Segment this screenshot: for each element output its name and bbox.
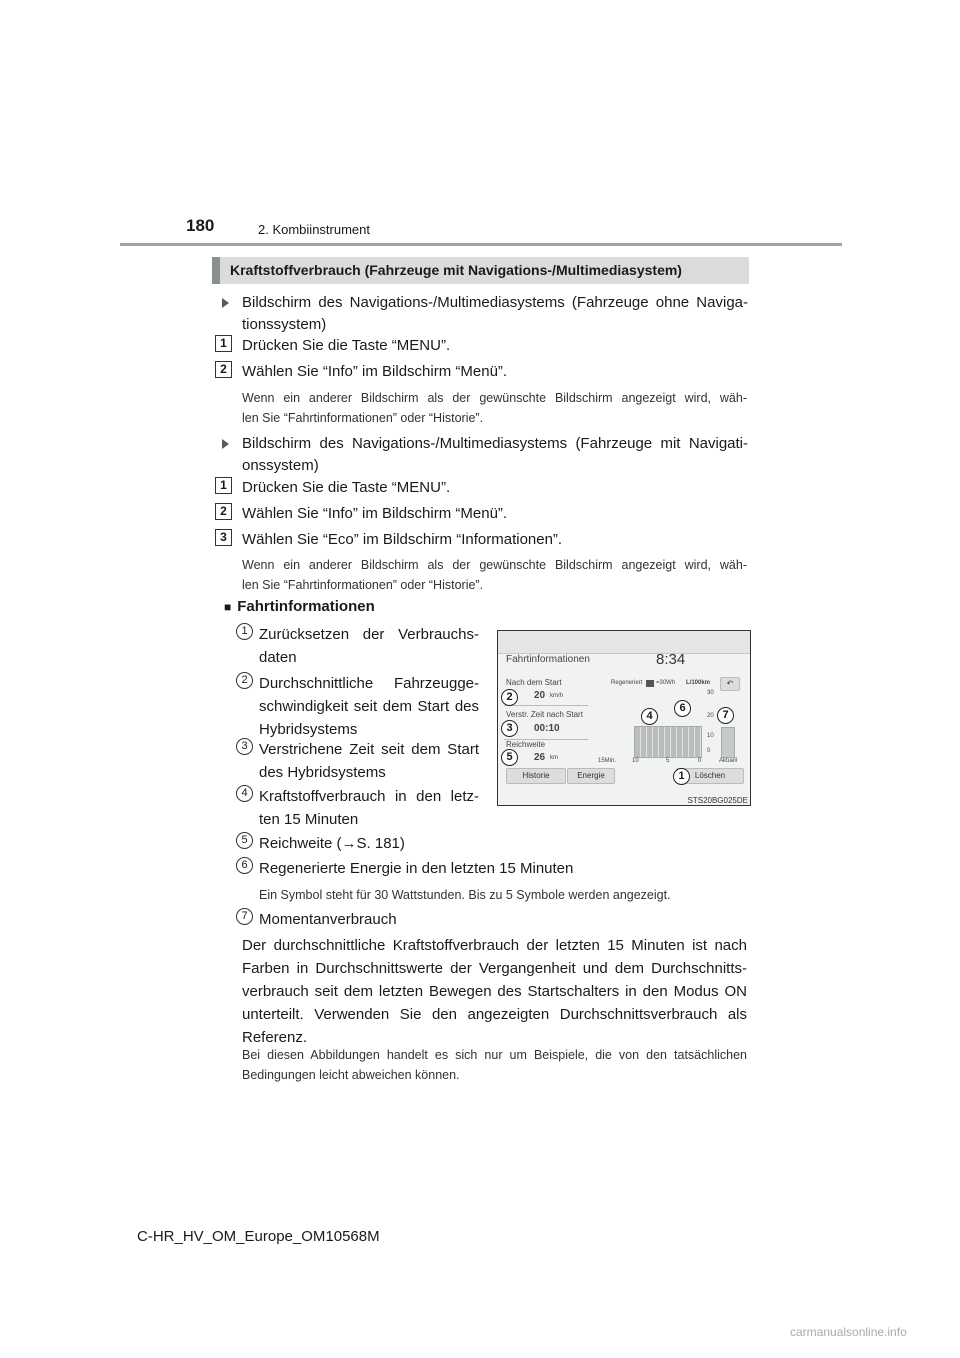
item-line: Zurücksetzen der Verbrauchs- [259, 626, 479, 643]
list-item [259, 672, 479, 741]
x-tick: 10 [632, 758, 639, 764]
step-text: Wählen Sie “Info” im Bildschirm “Menü”. [242, 505, 508, 522]
y-tick: 0 [707, 748, 711, 754]
y-tick: 10 [707, 733, 714, 739]
list-item: Regenerierte Energie in den letzten 15 Minuten [259, 860, 574, 877]
current-consumption-bar [721, 727, 735, 758]
item-number-circle: 5 [236, 832, 253, 849]
figure-caption: STS20BG025DE [687, 796, 748, 805]
para-line: Referenz. [242, 1029, 308, 1046]
page-number: 180 [186, 216, 215, 235]
y-tick: 30 [707, 690, 714, 696]
item-number-circle: 4 [236, 785, 253, 802]
bar-segments [635, 727, 701, 757]
para-line: verbrauch seit dem letzten Bewegen des Startschalters in den Modus ON [242, 983, 747, 1000]
current-label: Aktuell [719, 758, 738, 764]
list-item: Reichweite (→S. 181) [259, 835, 405, 852]
item-line: Durchschnittliche Fahrzeugge- [259, 675, 479, 692]
bullet-item [222, 292, 748, 336]
item-number-circle: 6 [236, 857, 253, 874]
item-line: daten [259, 649, 297, 666]
battery-symbol-icon [646, 680, 654, 687]
subsection-title: Fahrtinformationen [237, 598, 375, 615]
step-text: Drücken Sie die Taste “MENU”. [242, 337, 451, 354]
screen-header [498, 631, 750, 654]
x-tick: 5 [666, 758, 670, 764]
callout-3: 3 [501, 720, 518, 737]
note [242, 555, 747, 595]
elapsed-label: Verstr. Zeit nach Start [506, 710, 583, 719]
speed-value: 20 [534, 690, 546, 701]
step-number-box: 3 [215, 529, 232, 546]
step-text: Wählen Sie “Info” im Bildschirm “Menü”. [242, 363, 508, 380]
screen-clock: 8:34 [656, 651, 686, 668]
list-item [259, 623, 479, 669]
delete-button[interactable]: Löschen [676, 768, 744, 784]
since-start-label: Nach dem Start [506, 678, 562, 687]
step-number-box: 2 [215, 503, 232, 520]
regen-label: Regeneriert [611, 680, 643, 686]
history-button[interactable]: Historie [506, 768, 566, 784]
callout-2: 2 [501, 689, 518, 706]
range-value: 26 [534, 752, 546, 763]
item-line: schwindigkeit seit dem Start des [259, 698, 479, 715]
bullet-line: Bildschirm des Navigations-/Multimediasystems (Fahrzeuge ohne Naviga- [242, 294, 748, 311]
square-marker: ■ [224, 600, 232, 614]
item-number-circle: 3 [236, 738, 253, 755]
note [242, 388, 747, 428]
footer-url: carmanualsonline.info [790, 1325, 907, 1339]
screen-title: Fahrtinformationen [506, 654, 590, 665]
item-line: Hybridsystems [259, 721, 358, 738]
fahrtinformationen-screen-illustration [497, 630, 751, 806]
list-item: Momentanverbrauch [259, 911, 397, 928]
triangle-bullet-icon [222, 439, 229, 449]
item-line: ten 15 Minuten [259, 811, 359, 828]
item-line: des Hybridsystems [259, 764, 386, 781]
header-rule [120, 243, 842, 246]
step-number-box: 2 [215, 361, 232, 378]
callout-7: 7 [717, 707, 734, 724]
regen-value: =30Wh [656, 680, 676, 686]
step-number-box: 1 [215, 335, 232, 352]
chapter-title: 2. Kombiinstrument [258, 222, 370, 237]
item-number-circle: 1 [236, 623, 253, 640]
step-number-box: 1 [215, 477, 232, 494]
range-unit: km [550, 755, 558, 761]
callout-5: 5 [501, 749, 518, 766]
item-line: Kraftstoffverbrauch in den letz- [259, 788, 479, 805]
consumption-unit: L/100km [686, 680, 711, 686]
triangle-bullet-icon [222, 298, 229, 308]
energy-button[interactable]: Energie [567, 768, 615, 784]
disclaimer [242, 1045, 747, 1085]
item-number-circle: 7 [236, 908, 253, 925]
callout-4: 4 [641, 708, 658, 725]
elapsed-value: 00:10 [534, 723, 560, 734]
list-item [259, 738, 479, 784]
list-item [259, 785, 479, 831]
item-number-circle: 2 [236, 672, 253, 689]
section-heading-text: Kraftstoffverbrauch (Fahrzeuge mit Navigations-/Multimediasystem) [230, 262, 682, 278]
step-text: Wählen Sie “Eco” im Bildschirm “Informationen”. [242, 531, 563, 548]
bullet-line: tionssystem) [242, 316, 327, 333]
item-line: Verstrichene Zeit seit dem Start [259, 741, 479, 758]
disclaimer-line: Bei diesen Abbildungen handelt es sich nur um Beispiele, die von den tatsächlichen [242, 1048, 747, 1062]
callout-6: 6 [674, 700, 691, 717]
para-line: unterteilt. Verwenden Sie den angezeigten Durchschnittsverbrauch als [242, 1006, 747, 1023]
step-text: Drücken Sie die Taste “MENU”. [242, 479, 451, 496]
disclaimer-line: Bedingungen leicht abweichen können. [242, 1068, 460, 1082]
consumption-bars [634, 726, 702, 758]
note-line: Wenn ein anderer Bildschirm als der gewünschte Bildschirm angezeigt wird, wäh- [242, 558, 747, 572]
note-line: len Sie “Fahrtinformationen” oder “Historie”. [242, 411, 484, 425]
speed-unit: km/h [550, 693, 564, 699]
note-line: len Sie “Fahrtinformationen” oder “Historie”. [242, 578, 484, 592]
bullet-line: onssystem) [242, 457, 319, 474]
subsection-heading [224, 598, 375, 615]
body-paragraph [242, 934, 747, 1049]
footer-doc-id: C-HR_HV_OM_Europe_OM10568M [137, 1228, 380, 1245]
note-line: Wenn ein anderer Bildschirm als der gewünschte Bildschirm angezeigt wird, wäh- [242, 391, 747, 405]
bullet-line: Bildschirm des Navigations-/Multimediasystems (Fahrzeuge mit Navigati- [242, 435, 748, 452]
bullet-item [222, 433, 748, 477]
x-tick: 0 [698, 758, 702, 764]
return-arrow-icon: ↶ [720, 677, 740, 691]
x-tick: 15Min. [598, 758, 617, 764]
section-heading [212, 257, 749, 284]
item-note: Ein Symbol steht für 30 Wattstunden. Bis zu 5 Symbole werden angezeigt. [259, 888, 671, 902]
callout-1: 1 [673, 768, 690, 785]
y-tick: 20 [707, 713, 714, 719]
para-line: Der durchschnittliche Kraftstoffverbrauch der letzten 15 Minuten ist nach [242, 937, 747, 954]
range-label: Reichweite [506, 740, 546, 749]
para-line: Farben in Durchschnittswerte der Vergangenheit und dem Durchschnitts- [242, 960, 747, 977]
